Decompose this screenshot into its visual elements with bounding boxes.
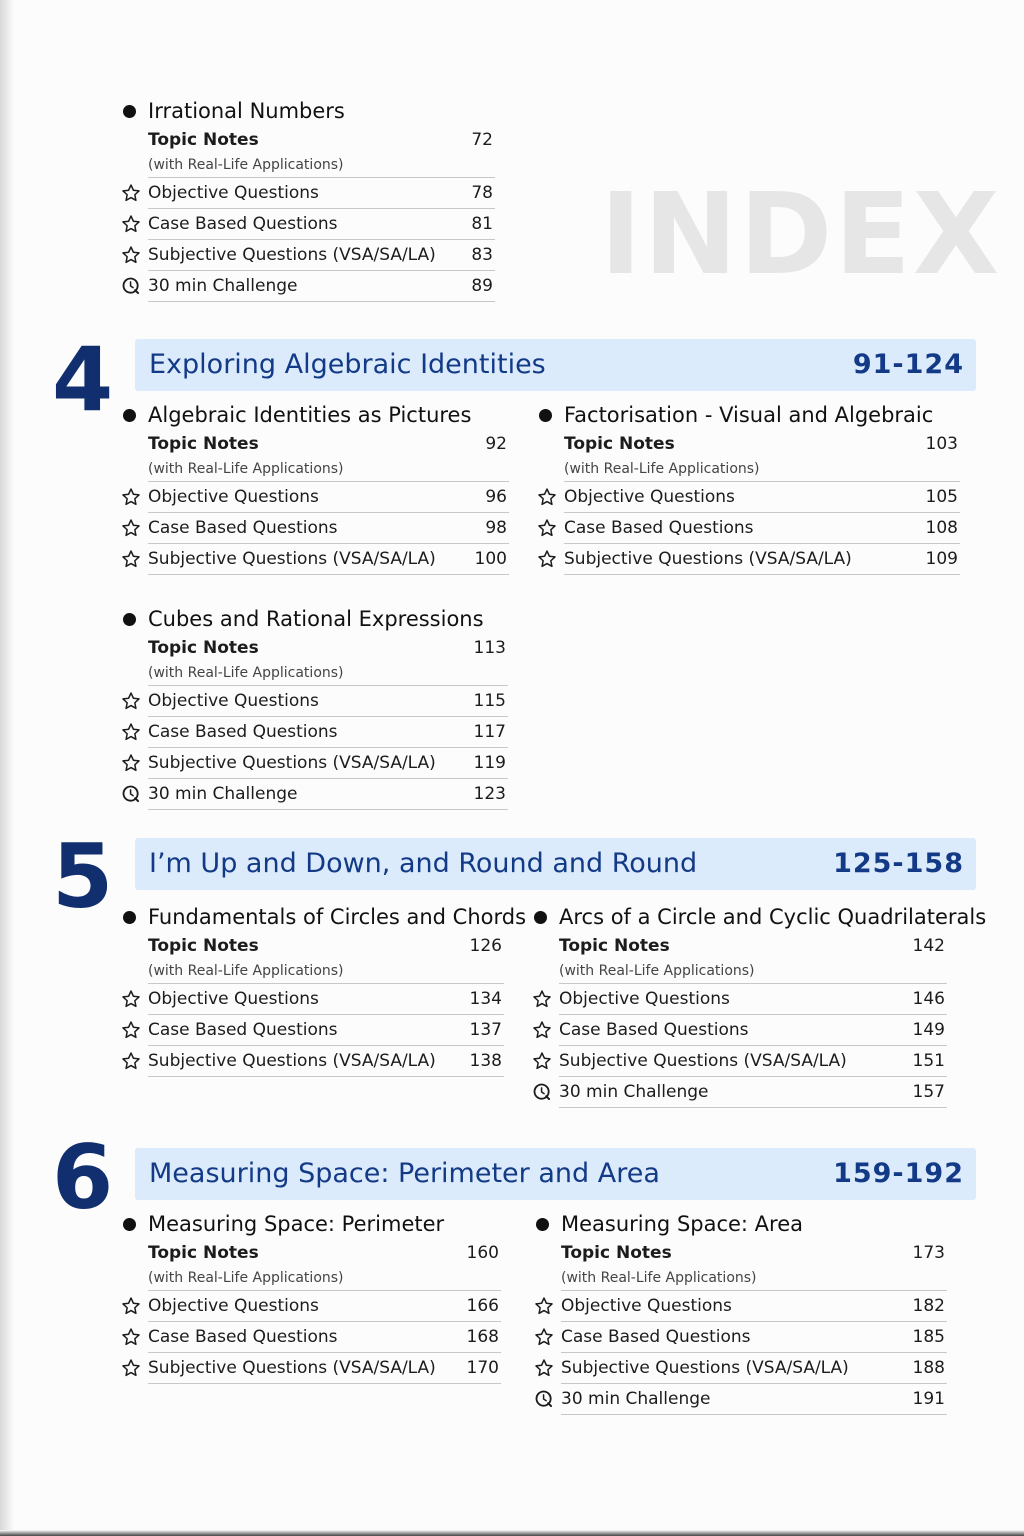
topic-algebraic-identities-as-pictures: [148, 399, 509, 575]
star-icon: [121, 1358, 141, 1378]
topic-notes-label: Topic Notes: [148, 434, 259, 454]
topic-notes-subtitle-row: [559, 959, 947, 984]
star-icon: [121, 1327, 141, 1347]
entry-label: Case Based Questions: [561, 1327, 751, 1347]
topic-measuring-space-perimeter: [148, 1208, 501, 1384]
index-entry: [537, 518, 754, 538]
star-icon: [532, 1020, 552, 1040]
entry-label: Subjective Questions (VSA/SA/LA): [148, 245, 436, 265]
index-entry: [121, 183, 319, 203]
topic-notes-row[interactable]: [148, 431, 509, 457]
entry-label: Objective Questions: [559, 989, 730, 1009]
index-entry-row[interactable]: [559, 984, 947, 1015]
index-entry: [534, 1389, 711, 1409]
topic-notes-label: Topic Notes: [148, 130, 259, 150]
topic-notes-row[interactable]: [564, 431, 960, 457]
chapter-title: I’m Up and Down, and Round and Round: [149, 848, 698, 879]
topic-notes-label: Topic Notes: [148, 638, 259, 658]
topic-notes-subtitle-row: [148, 1266, 501, 1291]
entry-label: Objective Questions: [148, 691, 319, 711]
entry-label: Subjective Questions (VSA/SA/LA): [559, 1051, 847, 1071]
page-number: 182: [912, 1296, 945, 1316]
topic-arcs-of-a-circle: [559, 901, 987, 1108]
star-icon: [121, 214, 141, 234]
index-entry: [121, 245, 436, 265]
star-icon: [537, 518, 557, 538]
page-number: 83: [471, 245, 493, 265]
page-bottom-edge: [0, 1530, 1024, 1536]
topic-notes-subtitle-row: [561, 1266, 947, 1291]
page-number: 170: [466, 1358, 499, 1378]
topic-title-text: Arcs of a Circle and Cyclic Quadrilaterals: [559, 905, 987, 929]
page-number: 123: [473, 784, 506, 804]
chapter-number: 4: [52, 328, 114, 431]
index-entry-row[interactable]: [148, 271, 495, 302]
entry-label: Case Based Questions: [148, 722, 338, 742]
page-number: 188: [912, 1358, 945, 1378]
topic-title: [564, 399, 960, 431]
page-number: 96: [485, 487, 507, 507]
index-entry: [121, 784, 298, 804]
page-number: 149: [912, 1020, 945, 1040]
entry-label: Objective Questions: [564, 487, 735, 507]
entry-label: 30 min Challenge: [148, 276, 298, 296]
index-entry-row[interactable]: [561, 1353, 947, 1384]
star-icon: [532, 1051, 552, 1071]
index-entry-row[interactable]: [564, 513, 960, 544]
topic-notes-subtitle: (with Real-Life Applications): [148, 665, 344, 681]
index-watermark: INDEX: [600, 170, 1002, 300]
chapter-number: 6: [52, 1126, 114, 1229]
page-number: 185: [912, 1327, 945, 1347]
topic-notes-subtitle: (with Real-Life Applications): [564, 461, 760, 477]
index-entry-row[interactable]: [559, 1046, 947, 1077]
entry-label: Case Based Questions: [564, 518, 754, 538]
index-entry-row[interactable]: [148, 717, 508, 748]
star-icon: [534, 1358, 554, 1378]
index-entry: [121, 1020, 338, 1040]
topic-title-text: Measuring Space: Area: [561, 1212, 804, 1236]
topic-notes-subtitle: (with Real-Life Applications): [148, 157, 344, 173]
star-icon: [534, 1327, 554, 1347]
page-number: 151: [912, 1051, 945, 1071]
index-entry-row[interactable]: [148, 513, 509, 544]
star-icon: [121, 1051, 141, 1071]
index-entry-row[interactable]: [148, 686, 508, 717]
bullet-icon: [123, 409, 136, 422]
topic-notes-row[interactable]: [148, 1240, 501, 1266]
chapter-page-range: 125-158: [833, 848, 964, 879]
topic-notes-row[interactable]: [561, 1240, 947, 1266]
index-entry: [537, 549, 852, 569]
topic-notes-subtitle-row: [564, 457, 960, 482]
star-icon: [534, 1296, 554, 1316]
index-entry: [121, 1327, 338, 1347]
star-icon: [121, 722, 141, 742]
entry-label: 30 min Challenge: [148, 784, 298, 804]
page-number: 103: [925, 434, 958, 454]
chapter-header[interactable]: [135, 838, 976, 890]
page-number: 137: [469, 1020, 502, 1040]
topic-title-text: Irrational Numbers: [148, 99, 345, 123]
topic-notes-subtitle-row: [148, 661, 508, 686]
index-entry-row[interactable]: [148, 984, 504, 1015]
topic-notes-label: Topic Notes: [148, 1243, 259, 1263]
topic-notes-label: Topic Notes: [564, 434, 675, 454]
page-number: 166: [466, 1296, 499, 1316]
index-entry: [534, 1296, 732, 1316]
index-entry: [537, 487, 735, 507]
page-gutter-shadow: [0, 0, 14, 1536]
page-number: 157: [912, 1082, 945, 1102]
page-number: 126: [469, 936, 502, 956]
page-number: 160: [466, 1243, 499, 1263]
topic-title-text: Measuring Space: Perimeter: [148, 1212, 445, 1236]
index-entry: [121, 753, 436, 773]
topic-notes-row[interactable]: [148, 635, 508, 661]
entry-label: Subjective Questions (VSA/SA/LA): [148, 1358, 436, 1378]
entry-label: Case Based Questions: [559, 1020, 749, 1040]
page-number: 92: [485, 434, 507, 454]
page-number: 115: [473, 691, 506, 711]
topic-irrational-numbers: [148, 95, 495, 302]
bullet-icon: [539, 409, 552, 422]
index-entry-row[interactable]: [148, 1046, 504, 1077]
index-entry: [532, 989, 730, 1009]
index-entry-row[interactable]: [148, 178, 495, 209]
topic-notes-row[interactable]: [559, 933, 947, 959]
clock-icon: [534, 1389, 554, 1409]
bullet-icon: [123, 1218, 136, 1231]
star-icon: [537, 549, 557, 569]
star-icon: [121, 753, 141, 773]
chapter-title: Measuring Space: Perimeter and Area: [149, 1158, 660, 1189]
topic-notes-subtitle: (with Real-Life Applications): [148, 1270, 344, 1286]
entry-label: 30 min Challenge: [561, 1389, 711, 1409]
index-entry: [121, 1358, 436, 1378]
index-entry: [121, 518, 338, 538]
topic-title-text: Fundamentals of Circles and Chords: [148, 905, 527, 929]
entry-label: Case Based Questions: [148, 1020, 338, 1040]
chapter-page-range: 91-124: [852, 349, 964, 380]
clock-icon: [532, 1082, 552, 1102]
entry-label: Subjective Questions (VSA/SA/LA): [148, 549, 436, 569]
topic-notes-subtitle: (with Real-Life Applications): [559, 963, 755, 979]
entry-label: Objective Questions: [148, 183, 319, 203]
index-entry-row[interactable]: [148, 1015, 504, 1046]
topic-notes-subtitle: (with Real-Life Applications): [561, 1270, 757, 1286]
chapter-title: Exploring Algebraic Identities: [149, 349, 546, 380]
bullet-icon: [534, 911, 547, 924]
page-number: 78: [471, 183, 493, 203]
clock-icon: [121, 784, 141, 804]
page-number: 173: [912, 1243, 945, 1263]
index-entry-row[interactable]: [564, 482, 960, 513]
topic-title: [559, 901, 987, 933]
topic-notes-subtitle-row: [148, 959, 504, 984]
entry-label: Subjective Questions (VSA/SA/LA): [561, 1358, 849, 1378]
page-number: 89: [471, 276, 493, 296]
topic-notes-subtitle-row: [148, 457, 509, 482]
chapter-header[interactable]: [135, 1148, 976, 1200]
index-entry-row[interactable]: [148, 1291, 501, 1322]
star-icon: [121, 183, 141, 203]
topic-notes-label: Topic Notes: [559, 936, 670, 956]
page-number: 105: [925, 487, 958, 507]
star-icon: [121, 549, 141, 569]
index-entry: [121, 549, 436, 569]
index-entry-row[interactable]: [148, 748, 508, 779]
entry-label: Subjective Questions (VSA/SA/LA): [148, 753, 436, 773]
page-number: 98: [485, 518, 507, 538]
index-entry-row[interactable]: [148, 544, 509, 575]
topic-title-text: Factorisation - Visual and Algebraic: [564, 403, 934, 427]
entry-label: Case Based Questions: [148, 1327, 338, 1347]
index-entry: [121, 276, 298, 296]
topic-notes-subtitle: (with Real-Life Applications): [148, 963, 344, 979]
star-icon: [121, 245, 141, 265]
topic-notes-label: Topic Notes: [561, 1243, 672, 1263]
page-number: 108: [925, 518, 958, 538]
star-icon: [121, 691, 141, 711]
page-number: 100: [474, 549, 507, 569]
index-entry: [121, 214, 338, 234]
topic-title: [561, 1208, 947, 1240]
topic-factorisation: [564, 399, 960, 575]
index-entry: [121, 1296, 319, 1316]
index-entry: [121, 989, 319, 1009]
chapter-page-range: 159-192: [833, 1158, 964, 1189]
star-icon: [121, 989, 141, 1009]
entry-label: Objective Questions: [148, 1296, 319, 1316]
chapter-number: 5: [52, 825, 114, 928]
page-number: 168: [466, 1327, 499, 1347]
topic-notes-label: Topic Notes: [148, 936, 259, 956]
entry-label: Subjective Questions (VSA/SA/LA): [148, 1051, 436, 1071]
star-icon: [121, 1020, 141, 1040]
topic-title: [148, 1208, 501, 1240]
star-icon: [537, 487, 557, 507]
star-icon: [532, 989, 552, 1009]
index-entry: [121, 722, 338, 742]
index-entry-row[interactable]: [561, 1322, 947, 1353]
topic-notes-row[interactable]: [148, 127, 495, 153]
page-number: 113: [473, 638, 506, 658]
star-icon: [121, 518, 141, 538]
topic-title-text: Algebraic Identities as Pictures: [148, 403, 472, 427]
chapter-header[interactable]: [135, 339, 976, 391]
index-entry: [532, 1051, 847, 1071]
topic-measuring-space-area: [561, 1208, 947, 1415]
topic-title: [148, 399, 509, 431]
page-number: 72: [471, 130, 493, 150]
topic-notes-subtitle-row: [148, 153, 495, 178]
index-entry-row[interactable]: [564, 544, 960, 575]
page-number: 138: [469, 1051, 502, 1071]
bullet-icon: [123, 613, 136, 626]
index-entry-row[interactable]: [148, 1322, 501, 1353]
clock-icon: [121, 276, 141, 296]
entry-label: Case Based Questions: [148, 518, 338, 538]
index-entry: [121, 487, 319, 507]
index-entry-row[interactable]: [148, 1353, 501, 1384]
topic-fundamentals-of-circles-and-chords: [148, 901, 527, 1077]
index-entry: [121, 691, 319, 711]
topic-title-text: Cubes and Rational Expressions: [148, 607, 484, 631]
entry-label: Case Based Questions: [148, 214, 338, 234]
page-number: 81: [471, 214, 493, 234]
index-entry-row[interactable]: [561, 1384, 947, 1415]
index-entry: [532, 1082, 709, 1102]
index-entry-row[interactable]: [561, 1291, 947, 1322]
index-entry: [121, 1051, 436, 1071]
entry-label: Objective Questions: [148, 487, 319, 507]
page-number: 134: [469, 989, 502, 1009]
star-icon: [121, 487, 141, 507]
topic-notes-subtitle: (with Real-Life Applications): [148, 461, 344, 477]
bullet-icon: [123, 105, 136, 118]
index-entry: [534, 1358, 849, 1378]
index-entry-row[interactable]: [148, 779, 508, 810]
bullet-icon: [536, 1218, 549, 1231]
entry-label: Objective Questions: [561, 1296, 732, 1316]
topic-title: [148, 603, 508, 635]
entry-label: Objective Questions: [148, 989, 319, 1009]
index-entry: [532, 1020, 749, 1040]
page-number: 109: [925, 549, 958, 569]
topic-title: [148, 95, 495, 127]
index-entry-row[interactable]: [148, 482, 509, 513]
entry-label: 30 min Challenge: [559, 1082, 709, 1102]
page-number: 142: [912, 936, 945, 956]
bullet-icon: [123, 911, 136, 924]
page-number: 119: [473, 753, 506, 773]
index-entry-row[interactable]: [559, 1015, 947, 1046]
index-entry: [534, 1327, 751, 1347]
topic-title: [148, 901, 527, 933]
page-number: 191: [912, 1389, 945, 1409]
topic-cubes-and-rational-expressions: [148, 603, 508, 810]
index-entry-row[interactable]: [559, 1077, 947, 1108]
index-entry-row[interactable]: [148, 209, 495, 240]
entry-label: Subjective Questions (VSA/SA/LA): [564, 549, 852, 569]
page-number: 146: [912, 989, 945, 1009]
index-entry-row[interactable]: [148, 240, 495, 271]
star-icon: [121, 1296, 141, 1316]
page-number: 117: [473, 722, 506, 742]
topic-notes-row[interactable]: [148, 933, 504, 959]
